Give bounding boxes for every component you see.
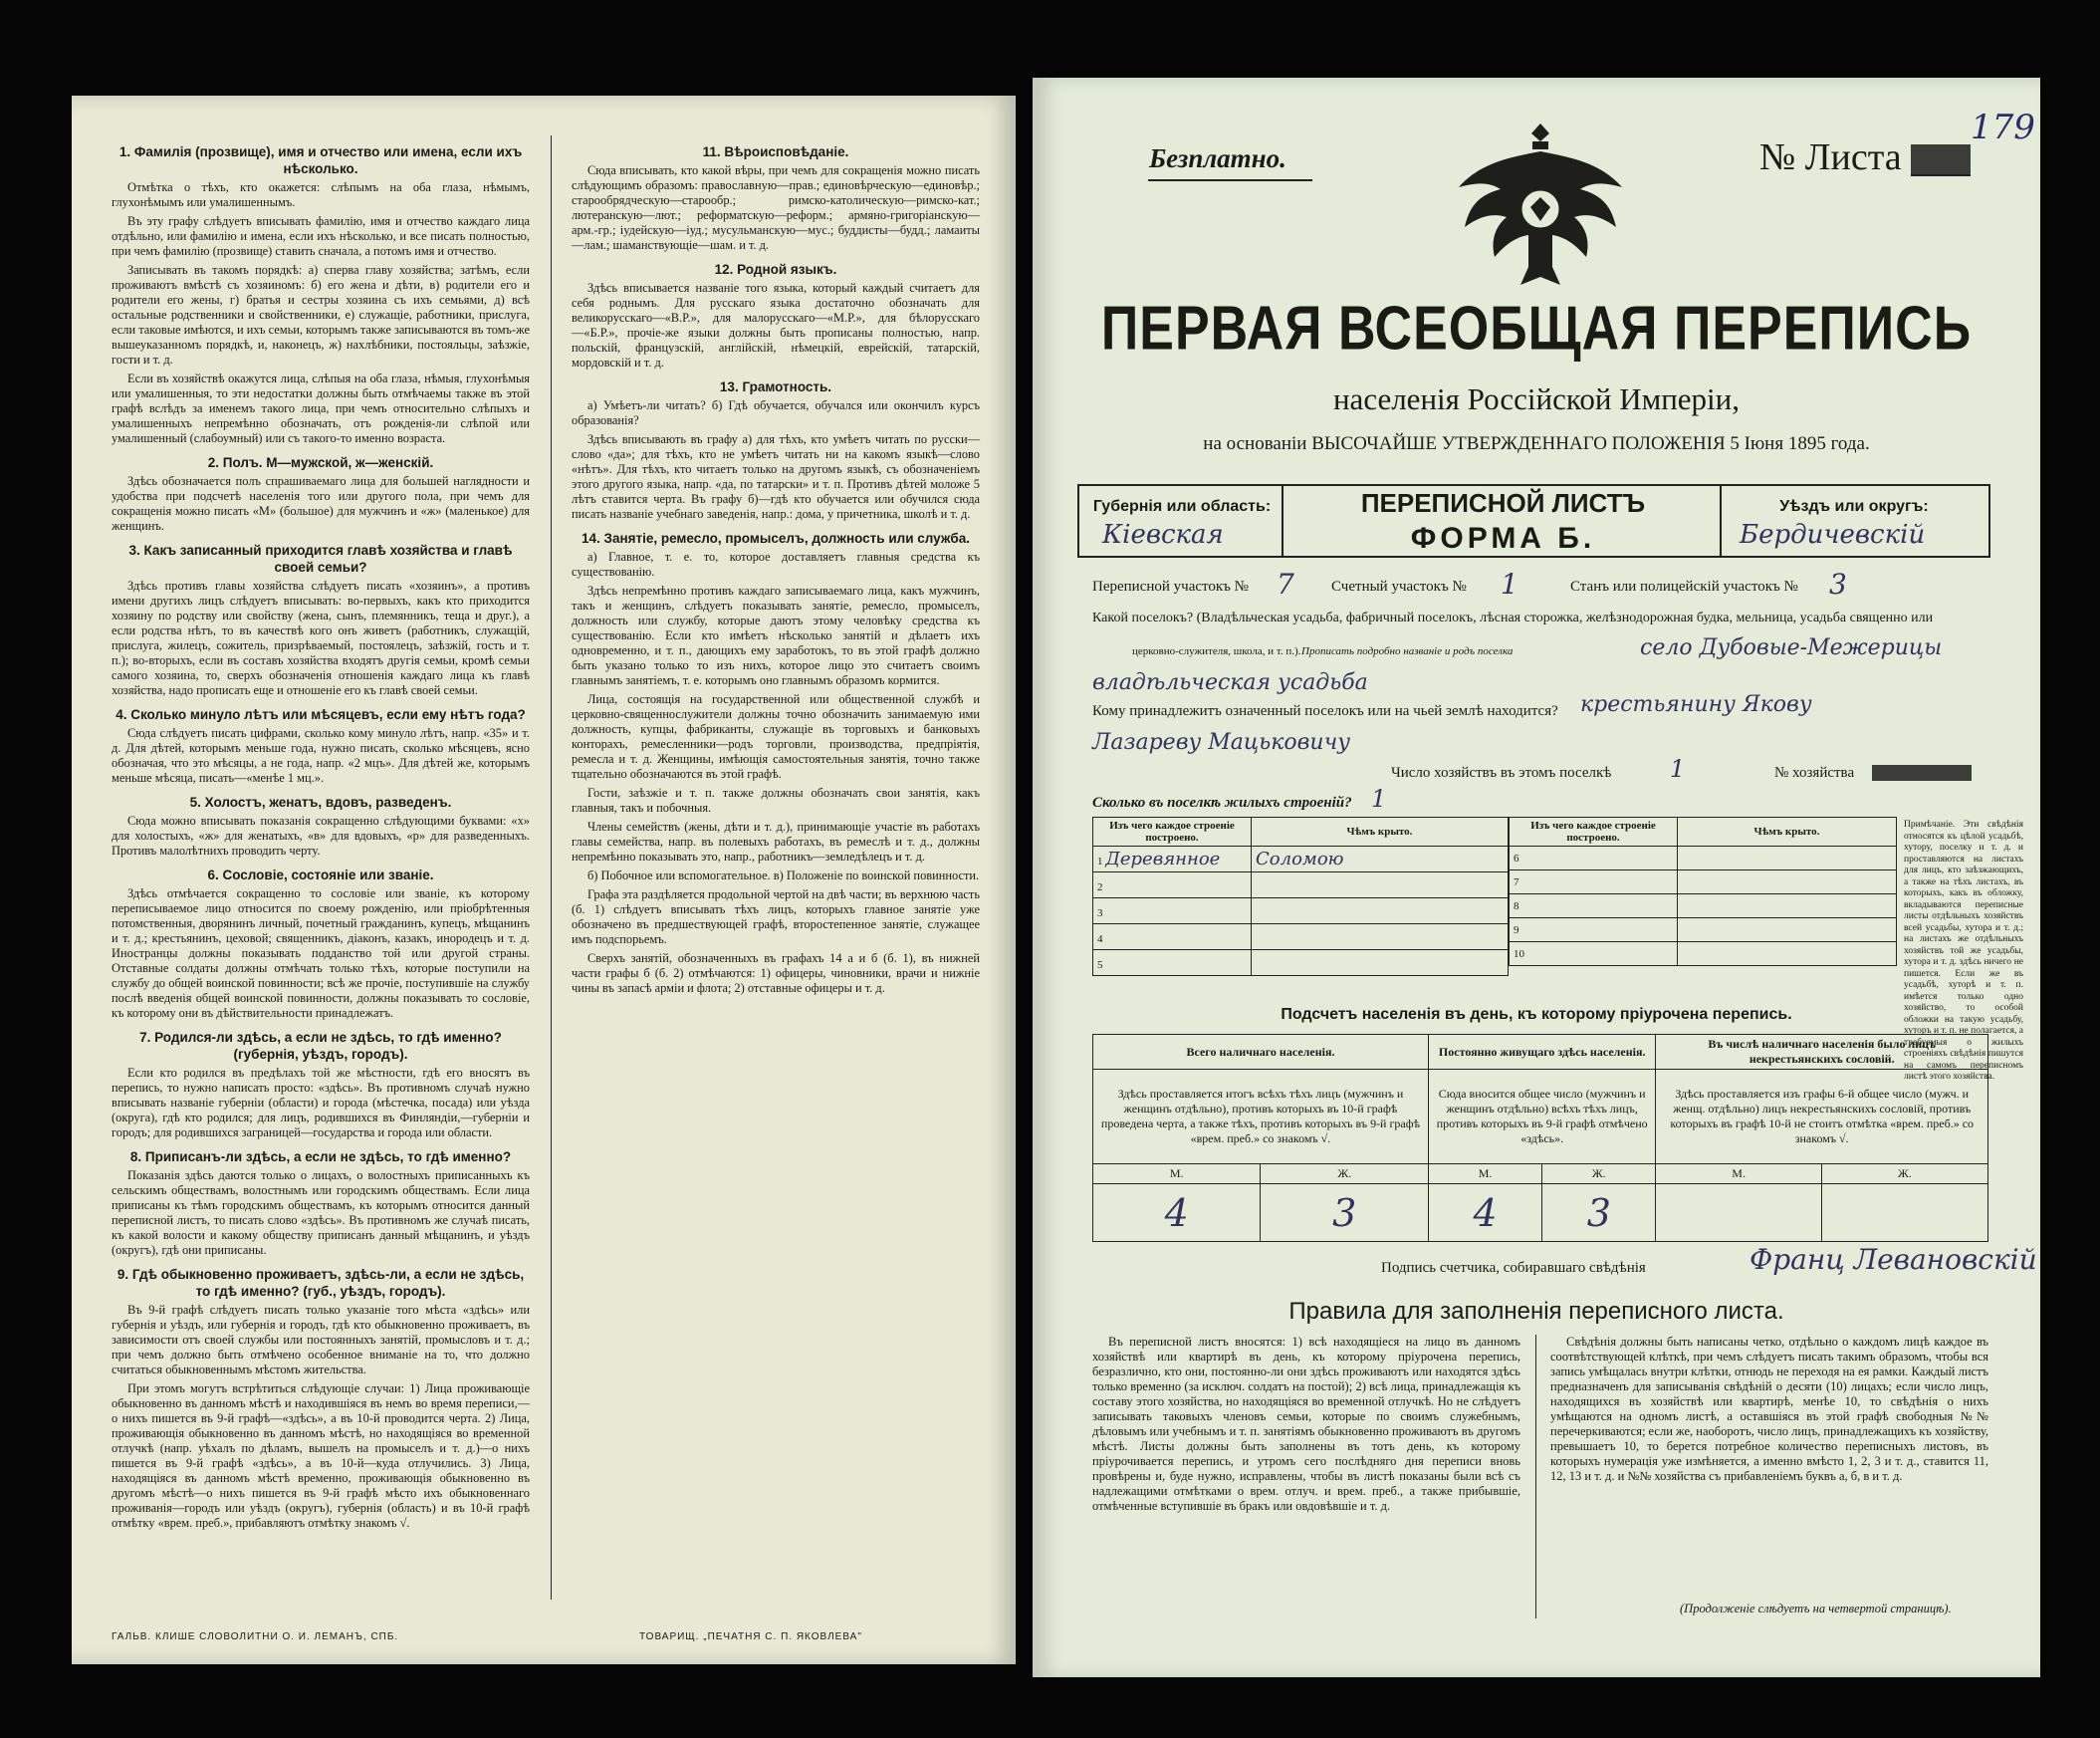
buildings-label: Сколько въ поселкѣ жилыхъ строеній? — [1092, 795, 1352, 811]
signature-value: Франц Левановскій — [1750, 1243, 2037, 1276]
instruction-paragraph: Гости, заѣзжіе и т. п. также должны обозначать свои занятія, какъ главныя, такъ и побочныя. — [572, 786, 980, 815]
instruction-heading: 6. Сословіе, состояніе или званіе. — [207, 868, 434, 882]
settlement-label-cont: церковно-служителя, школа, и т. п.). — [1132, 645, 1301, 657]
rules-continuation: (Продолженіе слѣдуетъ на четвертой страницѣ). — [1680, 1602, 1952, 1615]
population-count: 3 — [1261, 1184, 1428, 1242]
buildings-value: 1 — [1371, 785, 1387, 813]
owner-label: Кому принадлежитъ означенный поселокъ или на чьей землѣ находится? — [1092, 703, 1558, 719]
instruction-heading: 3. Какъ записанный приходится главѣ хозяйства и главѣ своей семьи? — [128, 543, 513, 575]
table-header: Изъ чего каждое строеніе построено. — [1093, 818, 1252, 847]
instruction-heading: 7. Родился-ли здѣсь, а если не здѣсь, то гдѣ именно? (губернія, уѣздъ, городъ). — [139, 1030, 502, 1062]
rules-left-text: Въ переписной листъ вносятся: 1) всѣ находящіеся на лицо въ данномъ хозяйствѣ или квартирѣ въ день, къ которому пріурочена перепись, безразлично, кто они, постоянно-ли они здѣсь проживаютъ или находятся здѣсь только временно (за исключ. солдатъ на постой); 2) всѣ лица, принадлежащія къ составу этого хозяйства, но находящіяся во временной отлучкѣ. Но не слѣдуетъ записывать таковыхъ членовъ семьи, которые по своимъ служебнымъ, дѣловымъ или учебнымъ и т. п. занятіямъ обыкновенно проживаютъ въ другомъ мѣстѣ. Листы должны быть заполнены въ тотъ день, къ которому пріурочивается перепись, и утромъ сего послѣдняго дня переписи вновь провѣрены и, буде нужно, исправлены, чтобы въ листѣ показаны были всѣ съ надлежащими отмѣтками о врем. отлуч. и врем. преб., а также прибывшіе, отмѣченные вступившіе въ бракъ или овдовѣвшіе и т. д. — [1092, 1335, 1520, 1513]
table-row — [1093, 924, 1509, 950]
instruction-paragraph: При этомъ могутъ встрѣтиться слѣдующіе случаи: 1) Лица проживающіе обыкновенно въ данномъ мѣстѣ и находившіяся въ немъ во время переписи,—о нихъ пишется въ 9-й графѣ—«здѣсь», а въ 10-й проводится черта. 2) Лица, проживающія обыкновенно въ данномъ мѣстѣ, но находящіяся во временной отлучкѣ (напр. уѣхалъ по дѣламъ, вышелъ на промыселъ и т. д.)—о нихъ пишется въ 9-й графѣ «здѣсь», а въ 10-й—куда отлучились. 3) Лица, находящіяся въ данномъ мѣстѣ временно, проживающія обыкновенно въ другомъ мѣстѣ—о нихъ пишется въ 9-й графѣ мѣсто ихъ обыкновеннаго проживанія—городъ или уѣздъ (округъ), губернія (область) и въ 10-й графѣ отмѣтку «врем. преб.», прибавляютъ отмѣтку знакомъ √. — [112, 1381, 530, 1530]
row-number: 5 — [1097, 959, 1103, 971]
table-row — [1510, 894, 1897, 918]
instruction-paragraph: Графа эта раздѣляется продольной чертой на двѣ части; въ верхнюю часть (б. 1) слѣдуетъ вписывать тѣхъ лицъ, которыхъ главное занятіе уже обозначено въ предшествующей графѣ, второстепенное занятіе, служащее имъ подспорьемъ. — [572, 887, 980, 946]
instruction-heading: 8. Приписанъ-ли здѣсь, а если не здѣсь, то гдѣ именно? — [129, 1149, 512, 1164]
owner-value: крестьянину Якову — [1580, 692, 1812, 717]
instruction-heading: 5. Холостъ, женатъ, вдовъ, разведенъ. — [189, 795, 452, 810]
instruction-heading: 13. Грамотность. — [719, 379, 832, 394]
table-header: Чѣмъ крыто. — [1678, 818, 1897, 847]
sex-column-header: М. — [1428, 1164, 1541, 1184]
printer-footer-right: ТОВАРИЩ. „ПЕЧАТНЯ С. П. ЯКОВЛЕВА" — [639, 1631, 862, 1642]
roof-value — [1678, 870, 1897, 894]
instruction-heading: 12. Родной языкъ. — [714, 262, 837, 277]
pop-header: Всего наличнаго населенія. — [1093, 1035, 1429, 1070]
signature-label: Подпись счетчика, собиравшаго свѣдѣнія — [1381, 1260, 1646, 1276]
form-code: ФОРМА Б. — [1410, 522, 1596, 555]
roof-value — [1252, 898, 1509, 924]
settlement-value-cont: владѣльческая усадьба — [1092, 670, 1368, 695]
row-number: 2 — [1097, 881, 1103, 893]
form-title: ПЕРЕПИСНОЙ ЛИСТЪ — [1360, 488, 1646, 518]
row-number: 6 — [1510, 847, 1678, 870]
instruction-heading: 9. Гдѣ обыкновенно проживаетъ, здѣсь-ли, а если не здѣсь, то гдѣ именно? (губ., уѣздъ, городъ). — [117, 1267, 525, 1299]
sheet-number-blank — [1911, 144, 1971, 176]
census-subtitle: населенія Россійской Имперіи, — [1332, 381, 1741, 416]
census-area-label: Переписной участокъ № — [1092, 579, 1249, 595]
material-value: Деревянное — [1105, 849, 1221, 869]
sex-column-header: Ж. — [1261, 1164, 1428, 1184]
instruction-heading: 14. Занятіе, ремесло, промыселъ, должность или служба. — [581, 531, 971, 546]
pop-header: Постоянно живущаго здѣсь населенія. — [1428, 1035, 1655, 1070]
instruction-paragraph: Здѣсь обозначается полъ спрашиваемаго лица для большей наглядности и удобства при подсчетѣ населенія того или другого пола, при чемъ для сокращенія можно писать «М» (большое) для мужчинъ и «ж» (маленькое) для женщинъ. — [112, 474, 530, 533]
pop-header: Въ числѣ наличнаго населенія было лицъ некрестьянскихъ сословій. — [1656, 1035, 1988, 1070]
instruction-paragraph: Отмѣтка о тѣхъ, кто окажется: слѣпымъ на оба глаза, нѣмымъ, глухонѣмымъ или умалишеннымъ. — [112, 180, 530, 209]
table-row — [1093, 898, 1509, 924]
instruction-heading: 4. Сколько минуло лѣтъ или мѣсяцевъ, если ему нѣтъ года? — [116, 707, 526, 722]
table-cell — [1093, 950, 1252, 976]
roof-value — [1678, 894, 1897, 918]
instruction-paragraph: Въ эту графу слѣдуетъ вписывать фамилію, имя и отчество каждаго лица отдѣльно, или фамилію и имена, если ихъ нѣсколько, и все писать полностью, при чемъ фамилію (прозвище) ставить сначала, а потомъ имя и отчество. — [112, 214, 530, 258]
instruction-paragraph: Если въ хозяйствѣ окажутся лица, слѣпыя на оба глаза, нѣмыя, глухонѣмыя или умалишенныя, то эти недостатки должны быть отмѣчаемы также въ этой графѣ вслѣдъ за именемъ такого лица, при чемъ относительно слѣпыхъ и умалишенныхъ непремѣнно обозначать, отъ рожденія-ли слѣпой или умалишенный (слабоумный) или съ такого-то именно возраста. — [112, 372, 530, 445]
divider — [1282, 484, 1283, 556]
counting-area-value: 1 — [1501, 568, 1518, 601]
table-cell — [1093, 898, 1252, 924]
row-number: 8 — [1510, 894, 1678, 918]
row-number: 9 — [1510, 918, 1678, 942]
free-of-charge-label: Безплатно. — [1149, 143, 1286, 173]
rules-title: Правила для заполненія переписного листа. — [1288, 1298, 1784, 1325]
uezd-value: Бердичевскій — [1740, 520, 1926, 550]
row-number: 1 — [1097, 856, 1103, 868]
instruction-paragraph: Если кто родился въ предѣлахъ той же мѣстности, гдѣ его вносятъ въ перепись, то нужно написать просто: «здѣсь». Въ противномъ случаѣ нужно вписывать названіе губерніи (области) и города (мѣстечка, посада) или уѣзда (округа), гдѣ кто родился; для лицъ, родившихся въ Финляндіи,—губерніи и городъ; для родившихся заграницей—государства и города или области. — [112, 1066, 530, 1139]
roof-value — [1252, 872, 1509, 898]
roof-value — [1678, 847, 1897, 870]
instruction-paragraph: Записывать въ такомъ порядкѣ: а) сперва главу хозяйства; затѣмъ, если проживаютъ вмѣстѣ съ хозяиномъ: б) его жена и дѣти, в) родители его и родители его жены, г) братья и сестры хозяина съ ихъ семьями, д) всѣ остальные родственники и свойственники, е) служащіе, работники, прислуга, если таковые имѣются, и ихъ семьи, которымъ также записываются въ томъ-же вышеуказанномъ порядкѣ, и, наконецъ, ж) нахлѣбники, постояльцы, заѣзжіе, гости и т. д. — [112, 263, 530, 367]
buildings-table-left — [1092, 817, 1509, 976]
row-number: 3 — [1097, 907, 1103, 919]
households-label: Число хозяйствъ въ этомъ поселкѣ — [1391, 765, 1612, 781]
sex-column-header: Ж. — [1542, 1164, 1656, 1184]
settlement-hint: Прописать подробно названіе и родъ поселка — [1301, 645, 1514, 657]
stan-label: Станъ или полицейскій участокъ № — [1570, 579, 1798, 595]
rules-divider — [1535, 1335, 1536, 1618]
row-number: 10 — [1510, 942, 1678, 966]
pop-description: Здѣсь проставляется итогъ всѣхъ тѣхъ лицъ (мужчинъ и женщинъ отдѣльно), противъ которыхъ въ 10-й графѣ проведена черта, а также тѣхъ, противъ которыхъ въ 9-й графѣ «врем. преб.» со знакомъ √. — [1093, 1070, 1429, 1164]
instruction-paragraph: а) Умѣетъ-ли читать? б) Гдѣ обучается, обучался или окончилъ курсъ образованія? — [572, 398, 980, 427]
table-row — [1510, 942, 1897, 966]
sheet-number-label: № Листа — [1759, 136, 1902, 178]
sex-column-header: Ж. — [1821, 1164, 1987, 1184]
guberniya-label: Губернія или область: — [1092, 498, 1272, 515]
row-number: 4 — [1097, 933, 1103, 945]
column-divider — [551, 135, 552, 1600]
row-number: 7 — [1510, 870, 1678, 894]
instruction-paragraph: Члены семействъ (жены, дѣти и т. д.), принимающіе участіе въ работахъ главы семейства, напр. въ полевыхъ работахъ, въ ремеслѣ и т. д., должны непремѣнно показывать это, напр., работникъ—земледѣлецъ и т. д. — [572, 820, 980, 864]
free-label-underline — [1148, 179, 1312, 181]
table-row — [1093, 872, 1509, 898]
population-count — [1656, 1184, 1821, 1242]
instructions-column-left — [112, 135, 530, 1535]
instruction-paragraph: Сюда вписывать, кто какой вѣры, при чемъ для сокращенія можно писать слѣдующимъ образомъ: православную—прав.; единовѣрческую—единовѣр.; старообрядческую—старообр.; римско-католическую—римско-кат.; лютеранскую—лют.; реформатскую—реформ.; армяно-григоріанскую—арм.-гр.; іудейскую—іуд.; мусульманскую—мус.; буддисты—будд.; ламаиты—лам.; шаманствующіе—шам. и т. д. — [572, 163, 980, 252]
population-count — [1821, 1184, 1987, 1242]
census-area-value: 7 — [1277, 568, 1294, 601]
instruction-paragraph: Здѣсь вписывають въ графу а) для тѣхъ, кто умѣетъ читать по русски—слово «да»; для тѣхъ, кто не умѣетъ читать ни на какомъ языкѣ—слово «нѣтъ». Для тѣхъ, кто читаетъ только на другомъ языкѣ, съ обозначеніемъ этого другого языка, напр. «да, по татарски» и т. п. Противъ дѣтей моложе 5 лѣтъ ставится черта. Въ графу б)—гдѣ кто обучается или обучился сюда писать названіе учебнаго заведенія, напр.: дома, у причетника, школѣ и т. д. — [572, 432, 980, 521]
pop-description: Сюда вносится общее число (мужчинъ и женщинъ отдѣльно) всѣхъ тѣхъ лицъ, противъ которыхъ въ 9-й графѣ отмѣчено «здѣсь». — [1428, 1070, 1655, 1164]
buildings-table-right — [1509, 817, 1897, 966]
instruction-paragraph: а) Главное, т. е. то, которое доставляетъ главныя средства къ существованію. — [572, 550, 980, 579]
population-count: 3 — [1542, 1184, 1656, 1242]
roof-value: Соломою — [1252, 847, 1509, 872]
legal-basis-line: на основаніи ВЫСОЧАЙШЕ УТВЕРЖДЕННАГО ПОЛОЖЕНІЯ 5 Іюня 1895 года. — [1203, 433, 1870, 454]
instruction-paragraph: Здѣсь вписывается названіе того языка, который каждый считаетъ для себя роднымъ. Для русскаго языка достаточно обозначать для великорусскаго—«В.Р.», для малорусскаго—«М.Р.», для бѣлорусскаго—«Б.Р.», прочіе-же языки должны быть прописаны полностью, напр. польскій, французскій, англійскій, нѣмецкій, еврейскій, татарскій, мордовскій и т. д. — [572, 281, 980, 370]
household-no-blank — [1872, 765, 1972, 781]
guberniya-value: Кіевская — [1102, 520, 1224, 550]
sheet-number — [1759, 135, 1971, 179]
right-page-census-form — [1033, 78, 2040, 1677]
population-count: 4 — [1428, 1184, 1541, 1242]
instruction-paragraph: Показанія здѣсь даются только о лицахъ, о волостныхъ приписанныхъ къ сельскимъ обществамъ, волостнымъ или городскимъ обществамъ. Если лица приписаны къ тѣмъ городскимъ обществамъ, къ которымъ относится данный переписной листъ, то писать слово «здѣсь». Въ противномъ же случаѣ писать, къ какой волости и какому обществу приписанъ данный мѣщанинъ, и уѣздъ (округъ), гдѣ они приписаны. — [112, 1168, 530, 1257]
instruction-heading: 11. Вѣроисповѣданіе. — [702, 144, 849, 159]
population-count: 4 — [1093, 1184, 1261, 1242]
table-cell — [1093, 847, 1252, 872]
table-header: Изъ чего каждое строеніе построено. — [1510, 818, 1678, 847]
handwritten-sheet-number: 179 — [1971, 108, 2035, 147]
instruction-paragraph: Сюда слѣдуетъ писать цифрами, сколько кому минуло лѣтъ, напр. «35» и т. д. Для дѣтей, которымъ меньше года, нужно писать, сколько мѣсяцевъ, ясно обозначая, что это мѣсяцы, а не года, напр. «2 мцъ». Для дѣтей же, которымъ меньше мѣсяца, писать—«менѣе 1 мц.». — [112, 726, 530, 785]
left-page-instructions — [72, 96, 1016, 1664]
table-header: Чѣмъ крыто. — [1252, 818, 1509, 847]
instruction-paragraph: Въ 9-й графѣ слѣдуетъ писать только указаніе того мѣста «здѣсь» или губернія и уѣздъ, или губернія и городъ, гдѣ кто обыкновенно проживаетъ, въ зависимости отъ своей службы или постоянныхъ занятій, промысловъ и т. д.; при чемъ должно быть отмѣчено особенное вниманіе на то, что должно считаться обыкновеннымъ мѣстомъ жительства. — [112, 1303, 530, 1376]
uezd-label: Уѣздъ или округъ: — [1779, 498, 1929, 515]
table-cell — [1093, 924, 1252, 950]
instruction-heading: 2. Полъ. М—мужской, ж—женскій. — [207, 455, 434, 470]
roof-value — [1678, 942, 1897, 966]
instruction-paragraph: б) Побочное или вспомогательное. в) Положеніе по воинской повинности. — [587, 869, 980, 882]
table-cell — [1093, 872, 1252, 898]
table-row — [1510, 870, 1897, 894]
roof-value — [1252, 924, 1509, 950]
roof-value — [1252, 950, 1509, 976]
instruction-paragraph: Здѣсь непремѣнно противъ каждаго записываемаго лица, какъ мужчинъ, такъ и женщинъ, слѣдуетъ показывать занятіе, ремесло, промыселъ, должность или службу, которые даютъ этому человѣку средства къ существованію. Если кто имѣетъ нѣсколько занятій и дѣлаетъ ихъ одновременно, и т. п., дающихъ ему заработокъ, то въ этой графѣ должно быть указано только то изъ нихъ, которое лицо это считаетъ своимъ главнымъ занятіемъ, т. е. которымъ оно главнымъ образомъ кормится. — [572, 584, 980, 687]
table-row — [1093, 950, 1509, 976]
population-title: Подсчетъ населенія въ день, къ которому пріурочена перепись. — [1281, 1006, 1792, 1023]
stan-value: 3 — [1829, 568, 1847, 601]
settlement-label: Какой поселокъ? (Владѣльческая усадьба, фабричный поселокъ, лѣсная сторожка, желѣзнодорожная будка, мельница, усадьба священно или — [1092, 611, 1934, 625]
imperial-eagle-emblem — [1451, 118, 1630, 292]
pop-description: Здѣсь проставляется изъ графы 6-й общее число (мужч. и женщ. отдѣльно) лицъ некрестьянскихъ сословій, противъ которыхъ въ графѣ 10-й не стоитъ отмѣтка «врем. преб.» со знакомъ √. — [1656, 1070, 1988, 1164]
table-row — [1093, 847, 1509, 872]
households-value: 1 — [1670, 755, 1686, 783]
instruction-heading: 1. Фамилія (прозвище), имя и отчество или имена, если ихъ нѣсколько. — [118, 144, 523, 176]
instruction-paragraph: Здѣсь отмѣчается сокращенно то сословіе или званіе, къ которому переписываемое лицо относится по своему рожденію, или пріобрѣтенныя потомственныя, дворянинъ личный, почетный гражданинъ, купецъ, мѣщанинъ и т. д.; крестьянинъ, цеховой; священникъ, діаконъ, казакъ, инородецъ и т. д. Иностранцы должны показывать подданство той или другой страны. Отставные солдаты должны отмѣчать только тѣхъ, которые поступили на службу до общей воинской повинности; всѣ же прочіе, поступившіе на службу послѣ введенія общей воинской повинности, должны показывать то сословіе, къ которому они въ дѣйствительности принадлежатъ. — [112, 886, 530, 1020]
sex-column-header: М. — [1656, 1164, 1821, 1184]
buildings-note: Примѣчаніе. Эти свѣдѣнія относятся къ цѣлой усадьбѣ, хутору, поселку и т. д. и проставляются на листахъ для лицъ, кто заѣзжающихъ, а также на тѣхъ листахъ, въ которыхъ, какъ въ обложку, вкладываются переписные листы отдѣльныхъ хозяйствъ всей усадьбы, хутора и т. д.; на листахъ же отдѣльныхъ хозяйствъ той же усадьбы, хутора и т. д. здѣсь ничего не пишется. Если же въ усадьбѣ, хуторѣ и т. п. имѣется только одно хозяйство, то особой обложки на такую усадьбу, хуторъ и т. п. не полагается, а требуемыя о жилыхъ строеніяхъ свѣдѣнія пишутся на самомъ переписномъ листѣ этого хозяйства. — [1904, 820, 2023, 1082]
divider — [1720, 484, 1722, 556]
instruction-paragraph: Сверхъ занятій, обозначенныхъ въ графахъ 14 а и б (б. 1), въ нижней части графы б (б. 2) отмѣчаются: 1) офицеры, чиновники, врачи и нижніе чины въ запасѣ армiи и флота; 2) отставные офицеры и т. д. — [572, 951, 980, 995]
counting-area-label: Счетный участокъ № — [1331, 579, 1467, 595]
table-row — [1510, 918, 1897, 942]
table-row — [1510, 847, 1897, 870]
instruction-paragraph: Сюда можно вписывать показанія сокращенно слѣдующими буквами: «х» для холостыхъ, «ж» для женатыхъ, «в» для вдовыхъ, «р» для разведенныхъ. Противъ малолѣтнихъ проводить черту. — [112, 814, 530, 858]
instructions-column-right — [572, 135, 980, 1000]
instruction-paragraph: Здѣсь противъ главы хозяйства слѣдуетъ писать «хозяинъ», а противъ имени другихъ лицъ слѣдуетъ вписывать: во-первыхъ, какъ кто приходится хозяину по родству или свойству (жена, сынъ, племянникъ, теща и друг.), а если родства нѣтъ, то въ качествѣ кого онъ живетъ (работникъ, служащій, прислуга, жилецъ, сожитель, призрѣваемый, постоялецъ, заѣзжій, гость и т. п.); во-вторыхъ, если въ составъ хозяйства входятъ другія семьи, кромѣ семьи самого хозяина, то, сверхъ обозначенія отношенія каждаго лица къ главѣ хозяйства, надо прописать еще и отношеніе его къ главѣ своей семьи. — [112, 579, 530, 697]
census-title: ПЕРВАЯ ВСЕОБЩАЯ ПЕРЕПИСЬ — [1100, 294, 1973, 364]
settlement-value: село Дубовые-Межерицы — [1640, 635, 1943, 660]
household-no-label: № хозяйства — [1774, 765, 1855, 781]
owner-value-cont: Лазареву Мацьковичу — [1092, 730, 1351, 755]
population-table — [1092, 1034, 1988, 1242]
printer-footer-left: ГАЛЬВ. КЛИШЕ СЛОВОЛИТНИ О. И. ЛЕМАНЪ, СПБ. — [112, 1631, 399, 1642]
rules-right-text: Свѣдѣнія должны быть написаны четко, отдѣльно о каждомъ лицѣ каждое въ соотвѣтствующей клѣткѣ, при чемъ слѣдуетъ писать такимъ образомъ, чтобы вся запись умѣщалась внутри клѣтки, отнюдь не переходя на ея рамки. Каждый листъ предназначенъ для записыванія свѣдѣній о десяти (10) лицахъ; если число лицъ, находящихся въ хозяйствѣ или квартирѣ, менѣе 10, то свѣдѣнія о нихъ умѣщаются на одномъ листѣ, а оставшіяся въ этой графѣ свободныя №№ перечеркиваются; если же, наоборотъ, число лицъ, принадлежащихъ къ хозяйству, превышаетъ 10, то берется потребное количество переписныхъ листовъ, въ которыхъ нумерація уже измѣняется, а именно вмѣсто 1, 2, 3 и т. д., ставится 11, 12, 13 и т. д. и №№ хозяйства съ прибавленіемъ буквъ а, б, в и т. д. — [1550, 1335, 1988, 1483]
roof-value — [1678, 918, 1897, 942]
instruction-paragraph: Лица, состоящія на государственной или общественной службѣ и церковно-священнослужители должны точно обозначить занимаемую ими должность, купцы, фабриканты, служащіе въ торговыхъ и банковыхъ конторахъ, ремесленники—родъ торговли, производства, предпріятія, ремесла и т. д. Женщины, имѣющія самостоятельныя занятія, точно также тщательно обозначаются въ этой графѣ. — [572, 692, 980, 781]
sex-column-header: М. — [1093, 1164, 1261, 1184]
